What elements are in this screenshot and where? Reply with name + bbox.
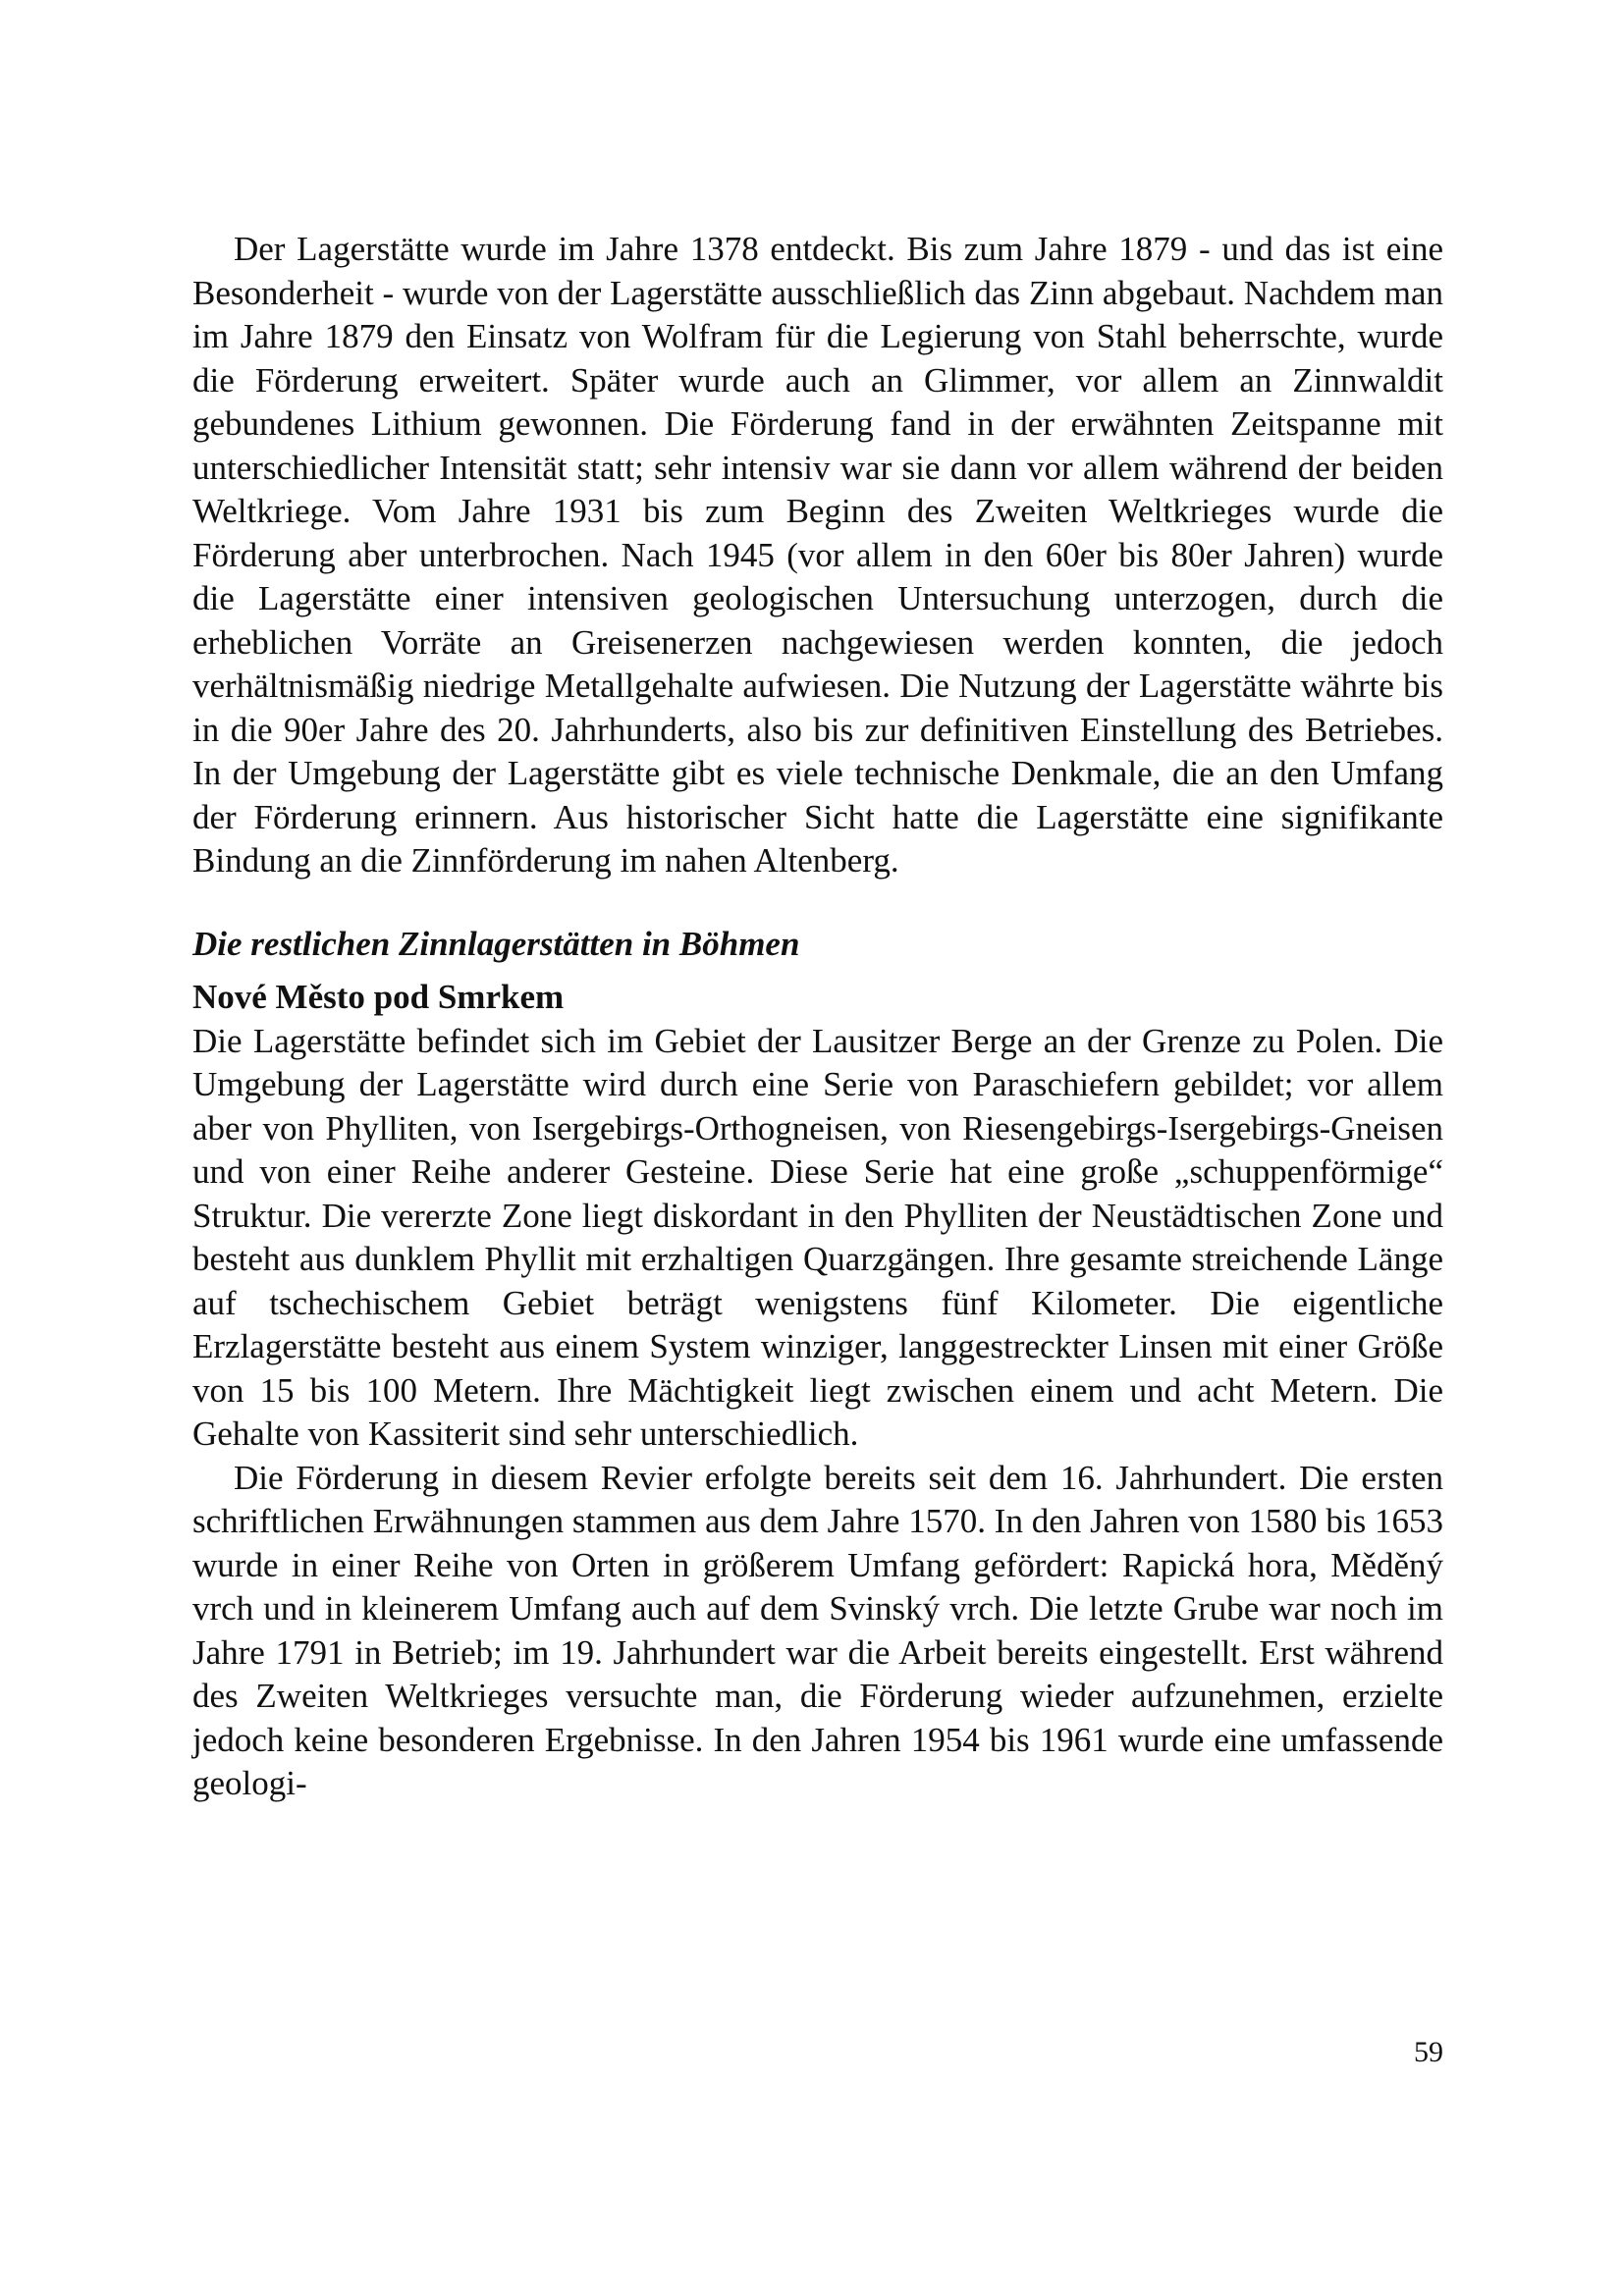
page-number: 59 — [1414, 2036, 1443, 2068]
paragraph-zinnwald-history: Der Lagerstätte wurde im Jahre 1378 entdeckt. Bis zum Jahre 1879 - und das ist eine Besonderheit - wurde von der Lagerstätte ausschließlich das Zinn abgebaut. Nachdem man im Jahre 1879 den Einsatz von Wolfram für die Legierung von Stahl beherrschte, wurde die Förderung erweitert. Später wurde auch an Glimmer, vor allem an Zinnwaldit gebundenes Lithium gewonnen. Die Förderung fand in der erwähnten Zeitspanne mit unterschiedlicher Intensität statt; sehr intensiv war sie dann vor allem während der beiden Weltkriege. Vom Jahre 1931 bis zum Beginn des Zweiten Weltkrieges wurde die Förderung aber unterbrochen. Nach 1945 (vor allem in den 60er bis 80er Jahren) wurde die Lagerstätte einer intensiven geologischen Untersuchung unterzogen, durch die erheblichen Vorräte an Greisenerzen nachgewiesen werden konnten, die jedoch verhältnismäßig niedrige Metallgehalte aufwiesen. Die Nutzung der Lagerstätte währte bis in die 90er Jahre des 20. Jahrhunderts, also bis zur definitiven Einstellung des Betriebes. In der Umgebung der Lagerstätte gibt es viele technische Denkmale, die an den Umfang der Förderung erinnern. Aus historischer Sicht hatte die Lagerstätte eine signifikante Bindung an die Zinnförderung im nahen Altenberg. — [192, 230, 1443, 880]
subsection-heading: Nové Město pod Smrkem — [192, 978, 565, 1016]
page-body — [192, 228, 1443, 1806]
paragraph-mining-history: Die Förderung in diesem Revier erfolgte bereits seit dem 16. Jahrhundert. Die ersten schriftlichen Erwähnungen stammen aus dem Jahre 1570. In den Jahren von 1580 bis 1653 wurde in einer Reihe von Orten in größerem Umfang gefördert: Rapická hora, Měděný vrch und in kleinerem Umfang auch auf dem Svinský vrch. Die letzte Grube war noch im Jahre 1791 in Betrieb; im 19. Jahrhundert war die Arbeit bereits eingestellt. Erst während des Zweiten Weltkrieges versuchte man, die Förderung wieder aufzunehmen, erzielte jedoch keine besonderen Ergebnisse. In den Jahren 1954 bis 1961 wurde eine umfassende geologi- — [192, 1458, 1443, 1802]
section-heading: Die restlichen Zinnlagerstätten in Böhmen — [192, 924, 800, 963]
paragraph-deposit-geology: Die Lagerstätte befindet sich im Gebiet der Lausitzer Berge an der Grenze zu Polen. Die Umgebung der Lagerstätte wird durch eine Serie von Paraschiefern gebildet; vor allem aber von Phylliten, von Isergebirgs-Orthogneisen, von Riesengebirgs-Isergebirgs-Gneisen und von einer Reihe anderer Gesteine. Diese Serie hat eine große „schuppenförmige“ Struktur. Die vererzte Zone liegt diskordant in den Phylliten der Neustädtischen Zone und besteht aus dunklem Phyllit mit erzhaltigen Quarzgängen. Ihre gesamte streichende Länge auf tschechischem Gebiet beträgt wenigstens fünf Kilometer. Die eigentliche Erzlagerstätte besteht aus einem System winziger, langgestreckter Linsen mit einer Größe von 15 bis 100 Metern. Ihre Mächtigkeit liegt zwischen einem und acht Metern. Die Gehalte von Kassiterit sind sehr unterschiedlich. — [192, 1021, 1443, 1453]
